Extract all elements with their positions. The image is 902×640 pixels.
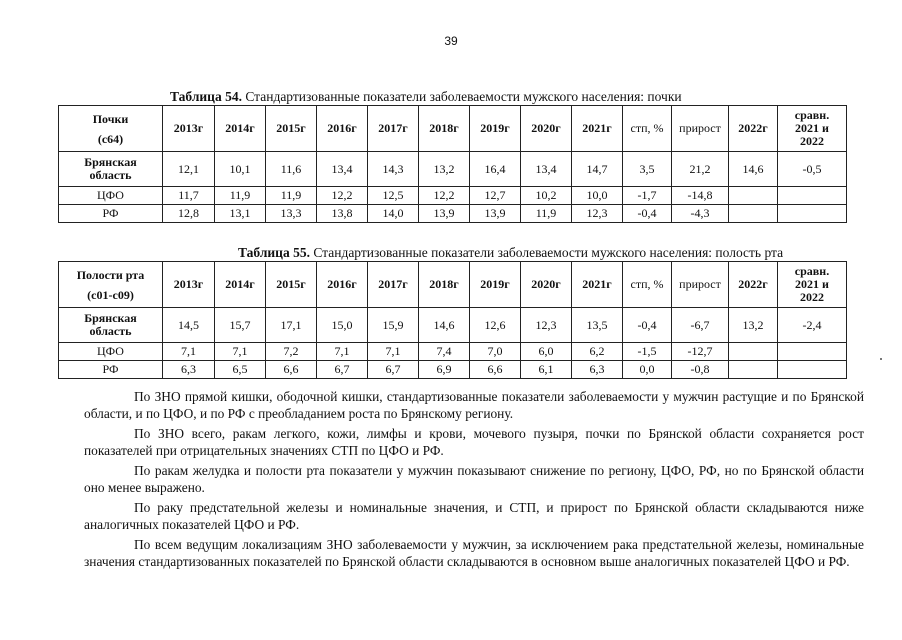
table-cell-stp: -1,5: [623, 343, 672, 361]
table55-year-header: 2014г: [215, 262, 266, 308]
scan-speck: [880, 358, 882, 360]
table-cell: 10,0: [572, 187, 623, 205]
table55-year-header: 2018г: [419, 262, 470, 308]
table55-header-label: [59, 262, 163, 308]
table54-year-header: 2018г: [419, 106, 470, 152]
table-cell: 13,9: [470, 205, 521, 223]
table55-compare-header: [778, 262, 847, 308]
table-cell-2022: 14,6: [729, 152, 778, 187]
row-label-line: область: [89, 168, 132, 182]
row-label: [59, 308, 163, 343]
compare-line: сравн.: [794, 264, 830, 278]
table-cell: 11,6: [266, 152, 317, 187]
table54-year-header: 2016г: [317, 106, 368, 152]
table-cell: 6,9: [419, 361, 470, 379]
table-cell-2022: [729, 361, 778, 379]
table55-header-code: (с01-с09): [87, 287, 134, 302]
table-cell: 7,1: [163, 343, 215, 361]
table-cell: 14,7: [572, 152, 623, 187]
table-cell: 6,5: [215, 361, 266, 379]
table54-caption-text: Стандартизованные показатели заболеваемости мужского населения: почки: [241, 89, 682, 104]
table-cell: 12,2: [317, 187, 368, 205]
row-label-line: Брянская: [84, 155, 137, 169]
table55-row-cfo: [59, 343, 847, 361]
table-cell: 13,8: [317, 205, 368, 223]
table-cell: 6,3: [572, 361, 623, 379]
table54-header-label: [59, 106, 163, 152]
table-cell: 14,5: [163, 308, 215, 343]
table-cell: 13,4: [521, 152, 572, 187]
row-label: ЦФО: [59, 343, 163, 361]
table-cell: 7,4: [419, 343, 470, 361]
table-cell: 15,0: [317, 308, 368, 343]
table-cell: 12,6: [470, 308, 521, 343]
table54-compare-header: [778, 106, 847, 152]
table-cell: 7,0: [470, 343, 521, 361]
table-cell: 6,6: [470, 361, 521, 379]
row-label: ЦФО: [59, 187, 163, 205]
table-cell-compare: -0,5: [778, 152, 847, 187]
table-cell-2022: [729, 343, 778, 361]
table-cell: 6,0: [521, 343, 572, 361]
row-label: РФ: [59, 361, 163, 379]
table54-year-header: 2015г: [266, 106, 317, 152]
table54-caption: [170, 89, 682, 105]
paragraph: По раку предстательной железы и номинальные значения, и СТП, и прирост по Брянской области складываются ниже аналогичных показателей ЦФО и РФ.: [84, 500, 864, 532]
table-cell-stp: 0,0: [623, 361, 672, 379]
table-cell: 11,9: [521, 205, 572, 223]
table-cell: 13,4: [317, 152, 368, 187]
table-cell-2022: 13,2: [729, 308, 778, 343]
table-cell: 11,7: [163, 187, 215, 205]
table-cell: 7,1: [368, 343, 419, 361]
table-cell-2022: [729, 187, 778, 205]
table55-year-header: 2013г: [163, 262, 215, 308]
compare-line: сравн.: [794, 108, 830, 122]
table54-year-header: 2017г: [368, 106, 419, 152]
table55-year-header: 2021г: [572, 262, 623, 308]
row-label: [59, 152, 163, 187]
table-cell: 7,1: [317, 343, 368, 361]
table55-year-header: 2015г: [266, 262, 317, 308]
table-cell-stp: -1,7: [623, 187, 672, 205]
table-cell: 6,2: [572, 343, 623, 361]
table-cell-growth: 21,2: [672, 152, 729, 187]
page-number: 39: [444, 34, 458, 48]
compare-line: 2021 и: [795, 277, 829, 291]
paragraph: По ЗНО всего, ракам легкого, кожи, лимфы и крови, мочевого пузыря, почки по Брянской области сохраняется рост показателей при отрицательных значениях СТП по ЦФО и РФ.: [84, 426, 864, 458]
table-cell-compare: [778, 205, 847, 223]
table55-year-header: 2016г: [317, 262, 368, 308]
table55-caption-text: Стандартизованные показатели заболеваемости мужского населения: полость рта: [309, 245, 784, 260]
body-text: [84, 388, 864, 573]
table-cell: 7,2: [266, 343, 317, 361]
table55-header-title: Полости рта: [76, 267, 145, 282]
table54-2022-header: 2022г: [729, 106, 778, 152]
table54-year-header: 2021г: [572, 106, 623, 152]
table-cell: 6,6: [266, 361, 317, 379]
table55-year-header: 2017г: [368, 262, 419, 308]
table54-row-bryansk: [59, 152, 847, 187]
table-cell-stp: -0,4: [623, 308, 672, 343]
table54-growth-header: прирост: [672, 106, 729, 152]
paragraph: По ракам желудка и полости рта показатели у мужчин показывают снижение по региону, ЦФО, РФ, но по Брянской области оно менее выражено.: [84, 463, 864, 495]
table54-year-header: 2020г: [521, 106, 572, 152]
row-label-line: область: [89, 324, 132, 338]
table-cell-compare: [778, 187, 847, 205]
table-cell-growth: -4,3: [672, 205, 729, 223]
table-cell: 11,9: [266, 187, 317, 205]
table-cell: 10,2: [521, 187, 572, 205]
compare-line: 2022: [800, 290, 824, 304]
table-cell: 14,3: [368, 152, 419, 187]
table-cell: 7,1: [215, 343, 266, 361]
table54-row-cfo: [59, 187, 847, 205]
table-cell: 13,9: [419, 205, 470, 223]
table-cell: 12,3: [521, 308, 572, 343]
table-cell: 15,7: [215, 308, 266, 343]
table-cell-growth: -0,8: [672, 361, 729, 379]
table55-stp-header: стп, %: [623, 262, 672, 308]
table54-header-row: [59, 106, 847, 152]
table-cell: 14,0: [368, 205, 419, 223]
table54-year-header: 2014г: [215, 106, 266, 152]
table54-caption-number: Таблица 54.: [170, 89, 242, 104]
table-cell-compare: -2,4: [778, 308, 847, 343]
compare-line: 2022: [800, 134, 824, 148]
table54-header-code: (с64): [97, 131, 124, 146]
table55-year-header: 2020г: [521, 262, 572, 308]
table-cell-growth: -6,7: [672, 308, 729, 343]
paragraph: По всем ведущим локализациям ЗНО заболеваемости у мужчин, за исключением рака предстательной железы, номинальные значения стандартизованных показателей по Брянской области складываются в основном выше аналогичных показателей ЦФО и РФ.: [84, 537, 864, 569]
table55-header-row: [59, 262, 847, 308]
table54-year-header: 2019г: [470, 106, 521, 152]
compare-line: 2021 и: [795, 121, 829, 135]
table-cell-compare: [778, 343, 847, 361]
table-cell-growth: -14,8: [672, 187, 729, 205]
paragraph: По ЗНО прямой кишки, ободочной кишки, стандартизованные показатели заболеваемости у мужчин растущие и по Брянской области, и по ЦФО, и по РФ с преобладанием роста по Брянскому региону.: [84, 389, 864, 421]
table-cell-growth: -12,7: [672, 343, 729, 361]
table55-growth-header: прирост: [672, 262, 729, 308]
table-cell: 12,5: [368, 187, 419, 205]
table-cell: 12,8: [163, 205, 215, 223]
table-cell-stp: 3,5: [623, 152, 672, 187]
table55-caption: [238, 245, 783, 261]
table55-caption-number: Таблица 55.: [238, 245, 310, 260]
row-label: РФ: [59, 205, 163, 223]
table-cell: 10,1: [215, 152, 266, 187]
table-cell: 13,1: [215, 205, 266, 223]
table-cell: 12,2: [419, 187, 470, 205]
table-cell: 14,6: [419, 308, 470, 343]
table55-year-header: 2019г: [470, 262, 521, 308]
table54-row-rf: [59, 205, 847, 223]
table-cell: 13,3: [266, 205, 317, 223]
table-cell: 15,9: [368, 308, 419, 343]
table-cell: 6,7: [317, 361, 368, 379]
table54: [58, 105, 847, 223]
table-cell: 17,1: [266, 308, 317, 343]
table-cell: 12,1: [163, 152, 215, 187]
table-cell: 12,3: [572, 205, 623, 223]
table-cell-stp: -0,4: [623, 205, 672, 223]
table54-header-title: Почки: [92, 111, 129, 126]
table-cell: 16,4: [470, 152, 521, 187]
table-cell: 12,7: [470, 187, 521, 205]
table-cell-compare: [778, 361, 847, 379]
table-cell-2022: [729, 205, 778, 223]
table55: [58, 261, 847, 379]
table-cell: 6,1: [521, 361, 572, 379]
table-cell: 11,9: [215, 187, 266, 205]
row-label-line: Брянская: [84, 311, 137, 325]
table54-stp-header: стп, %: [623, 106, 672, 152]
table-cell: 6,7: [368, 361, 419, 379]
table-cell: 13,5: [572, 308, 623, 343]
table55-row-rf: [59, 361, 847, 379]
table54-year-header: 2013г: [163, 106, 215, 152]
table-cell: 13,2: [419, 152, 470, 187]
table55-2022-header: 2022г: [729, 262, 778, 308]
table-cell: 6,3: [163, 361, 215, 379]
table55-row-bryansk: [59, 308, 847, 343]
